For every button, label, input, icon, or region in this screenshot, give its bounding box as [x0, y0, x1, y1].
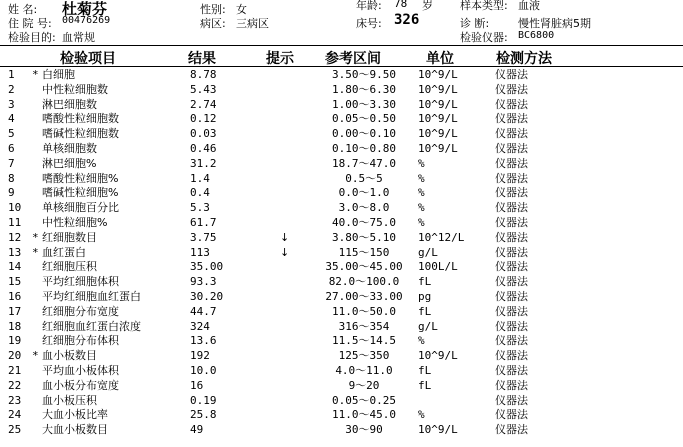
- table-row: [0, 423, 683, 438]
- col-range: 参考区间: [325, 51, 381, 67]
- unit: g/L: [418, 245, 438, 259]
- sex-label: 性别:: [200, 3, 226, 16]
- table-row: [0, 260, 683, 275]
- row-number: 10: [8, 201, 22, 215]
- result-value: 13.6: [190, 334, 217, 348]
- result-value: 0.03: [190, 127, 217, 141]
- header-divider-top: [0, 45, 683, 46]
- item-name: 嗜碱性粒细胞数: [42, 127, 119, 141]
- result-value: 1.4: [190, 171, 210, 185]
- unit: pg: [418, 290, 432, 303]
- table-row: [0, 83, 683, 98]
- diagnosis-value: 慢性肾脏病5期: [518, 17, 591, 30]
- sample-value: 血液: [518, 0, 540, 12]
- result-value: 2.74: [190, 97, 217, 111]
- row-number: 17: [8, 304, 22, 318]
- item-name: 血小板分布宽度: [42, 378, 119, 392]
- result-value: 30.20: [190, 290, 224, 303]
- unit: %: [418, 186, 425, 200]
- table-row: [0, 112, 683, 127]
- reference-range: 0.05～0.50: [332, 112, 396, 126]
- result-value: 44.7: [190, 304, 217, 318]
- reference-range: 4.0～11.0: [335, 364, 393, 377]
- item-name: 嗜酸性粒细胞%: [42, 171, 119, 185]
- row-number: 7: [8, 156, 15, 170]
- reference-range: 9～20: [348, 378, 380, 392]
- age-label: 年龄:: [356, 0, 382, 12]
- reference-range: 35.00～45.00: [325, 260, 403, 274]
- item-name: 大血小板比率: [42, 408, 108, 422]
- row-number: 8: [8, 171, 15, 185]
- result-value: 192: [190, 349, 210, 363]
- item-name: 单核细胞百分比: [42, 201, 119, 215]
- table-row: [0, 305, 683, 320]
- sex-value: 女: [236, 3, 247, 16]
- result-value: 0.46: [190, 142, 217, 155]
- reference-range: 0.0～1.0: [338, 186, 390, 200]
- age-value: 78: [394, 0, 408, 10]
- result-value: 61.7: [190, 216, 217, 229]
- result-value: 10.0: [190, 364, 217, 377]
- reference-range: 0.5～5: [345, 171, 383, 185]
- unit: fL: [418, 275, 432, 289]
- bed-value: 326: [394, 12, 420, 28]
- unit: fL: [418, 378, 432, 392]
- row-number: 3: [8, 97, 15, 111]
- unit: g/L: [418, 319, 438, 333]
- name-label: 姓 名:: [8, 3, 38, 16]
- reference-range: 0.00～0.10: [332, 127, 396, 141]
- hint-arrow-icon: ↓: [280, 230, 290, 244]
- item-name: 血红蛋白: [42, 245, 86, 259]
- unit: %: [418, 334, 425, 348]
- table-row: [0, 275, 683, 290]
- method: 仪器法: [495, 112, 528, 126]
- unit: 10^9/L: [418, 82, 458, 96]
- col-result: 结果: [188, 51, 216, 67]
- reference-range: 3.50～9.50: [332, 68, 396, 81]
- table-row: [0, 334, 683, 349]
- table-row: [0, 172, 683, 187]
- method: 仪器法: [495, 304, 528, 318]
- key-item-marker: *: [32, 68, 39, 81]
- table-row: [0, 186, 683, 201]
- row-number: 19: [8, 334, 22, 348]
- item-name: 红细胞数目: [42, 230, 97, 244]
- result-value: 93.3: [190, 275, 217, 289]
- method: 仪器法: [495, 171, 528, 185]
- unit: %: [418, 201, 425, 215]
- method: 仪器法: [495, 186, 528, 200]
- table-row: [0, 231, 683, 246]
- row-number: 6: [8, 142, 15, 155]
- row-number: 9: [8, 186, 15, 200]
- method: 仪器法: [495, 68, 528, 81]
- method: 仪器法: [495, 349, 528, 363]
- result-value: 0.19: [190, 393, 217, 407]
- row-number: 21: [8, 364, 22, 377]
- item-name: 平均红细胞体积: [42, 275, 119, 289]
- method: 仪器法: [495, 216, 528, 229]
- reference-range: 40.0～75.0: [332, 216, 396, 229]
- item-name: 单核细胞数: [42, 142, 97, 155]
- item-name: 血小板压积: [42, 393, 97, 407]
- row-number: 23: [8, 393, 22, 407]
- row-number: 22: [8, 378, 22, 392]
- method: 仪器法: [495, 290, 528, 303]
- result-value: 5.3: [190, 201, 210, 215]
- reference-range: 316～354: [338, 319, 390, 333]
- row-number: 20: [8, 349, 22, 363]
- key-item-marker: *: [32, 245, 39, 259]
- method: 仪器法: [495, 97, 528, 111]
- method: 仪器法: [495, 319, 528, 333]
- method: 仪器法: [495, 275, 528, 289]
- table-row: [0, 201, 683, 216]
- method: 仪器法: [495, 393, 528, 407]
- result-value: 113: [190, 245, 210, 259]
- row-number: 4: [8, 112, 15, 126]
- col-item: 检验项目: [60, 51, 116, 67]
- item-name: 嗜碱性粒细胞%: [42, 186, 119, 200]
- unit: 10^9/L: [418, 423, 458, 437]
- reference-range: 18.7～47.0: [332, 156, 396, 170]
- reference-range: 11.0～45.0: [332, 408, 396, 422]
- table-row: [0, 216, 683, 231]
- method: 仪器法: [495, 82, 528, 96]
- row-number: 1: [8, 68, 15, 81]
- reference-range: 82.0～100.0: [328, 275, 400, 289]
- item-name: 中性粒细胞数: [42, 82, 108, 96]
- reference-range: 125～350: [338, 349, 390, 363]
- hint-arrow-icon: ↓: [280, 245, 290, 259]
- inpatient-value: 00476269: [62, 15, 111, 26]
- reference-range: 30～90: [345, 423, 383, 437]
- unit: 100L/L: [418, 260, 458, 274]
- reference-range: 115～150: [338, 245, 390, 259]
- method: 仪器法: [495, 423, 528, 437]
- result-value: 0.12: [190, 112, 217, 126]
- table-row: [0, 246, 683, 261]
- result-value: 3.75: [190, 230, 217, 244]
- reference-range: 11.5～14.5: [332, 334, 396, 348]
- table-row: [0, 349, 683, 364]
- table-row: [0, 320, 683, 335]
- method: 仪器法: [495, 408, 528, 422]
- table-row: [0, 98, 683, 113]
- row-number: 15: [8, 275, 22, 289]
- method: 仪器法: [495, 364, 528, 377]
- method: 仪器法: [495, 201, 528, 215]
- table-row: [0, 394, 683, 409]
- ward-label: 病区:: [200, 17, 226, 30]
- row-number: 25: [8, 423, 22, 437]
- item-name: 血小板数目: [42, 349, 97, 363]
- unit: fL: [418, 364, 432, 377]
- reference-range: 0.10～0.80: [332, 142, 396, 155]
- key-item-marker: *: [32, 230, 39, 244]
- reference-range: 27.00～33.00: [325, 290, 403, 303]
- item-name: 红细胞压积: [42, 260, 97, 274]
- table-row: [0, 290, 683, 305]
- unit: 10^12/L: [418, 230, 465, 244]
- table-row: [0, 408, 683, 423]
- reference-range: 1.80～6.30: [332, 82, 396, 96]
- table-row: [0, 379, 683, 394]
- col-hint: 提示: [266, 51, 294, 67]
- row-number: 18: [8, 319, 22, 333]
- instrument-value: BC6800: [518, 30, 555, 41]
- result-value: 25.8: [190, 408, 217, 422]
- row-number: 12: [8, 230, 22, 244]
- unit: fL: [418, 304, 432, 318]
- col-method: 检测方法: [496, 51, 552, 67]
- row-number: 13: [8, 245, 22, 259]
- method: 仪器法: [495, 142, 528, 155]
- unit: 10^9/L: [418, 97, 458, 111]
- unit: 10^9/L: [418, 127, 458, 141]
- item-name: 嗜酸性粒细胞数: [42, 112, 119, 126]
- table-row: [0, 127, 683, 142]
- item-name: 平均血小板体积: [42, 364, 119, 377]
- patient-name: 杜菊芬: [62, 0, 108, 18]
- item-name: 淋巴细胞数: [42, 97, 97, 111]
- method: 仪器法: [495, 245, 528, 259]
- unit: %: [418, 408, 425, 422]
- purpose-value: 血常规: [62, 31, 95, 44]
- method: 仪器法: [495, 127, 528, 141]
- unit: 10^9/L: [418, 68, 458, 81]
- age-unit: 岁: [422, 0, 433, 12]
- item-name: 中性粒细胞%: [42, 216, 108, 229]
- method: 仪器法: [495, 378, 528, 392]
- sample-label: 样本类型:: [460, 0, 508, 12]
- table-row: [0, 364, 683, 379]
- item-name: 红细胞分布体积: [42, 334, 119, 348]
- row-number: 11: [8, 216, 22, 229]
- table-row: [0, 157, 683, 172]
- table-row: [0, 68, 683, 83]
- method: 仪器法: [495, 156, 528, 170]
- item-name: 红细胞血红蛋白浓度: [42, 319, 141, 333]
- reference-range: 1.00～3.30: [332, 97, 396, 111]
- key-item-marker: *: [32, 349, 39, 363]
- result-value: 0.4: [190, 186, 210, 200]
- result-value: 324: [190, 319, 210, 333]
- col-unit: 单位: [426, 51, 454, 67]
- ward-value: 三病区: [236, 17, 269, 30]
- item-name: 淋巴细胞%: [42, 156, 97, 170]
- result-value: 31.2: [190, 156, 217, 170]
- table-row: [0, 142, 683, 157]
- item-name: 大血小板数目: [42, 423, 108, 437]
- unit: %: [418, 216, 425, 229]
- unit: 10^9/L: [418, 112, 458, 126]
- header-divider-bottom: [0, 66, 683, 67]
- result-value: 49: [190, 423, 204, 437]
- item-name: 白细胞: [42, 68, 75, 81]
- result-value: 16: [190, 378, 204, 392]
- method: 仪器法: [495, 230, 528, 244]
- unit: %: [418, 171, 425, 185]
- row-number: 24: [8, 408, 22, 422]
- unit: 10^9/L: [418, 142, 458, 155]
- result-value: 5.43: [190, 82, 217, 96]
- result-value: 35.00: [190, 260, 224, 274]
- item-name: 红细胞分布宽度: [42, 304, 119, 318]
- reference-range: 11.0～50.0: [332, 304, 396, 318]
- instrument-label: 检验仪器:: [460, 31, 508, 44]
- purpose-label: 检验目的:: [8, 31, 56, 44]
- reference-range: 3.80～5.10: [332, 230, 396, 244]
- reference-range: 0.05～0.25: [332, 393, 396, 407]
- bed-label: 床号:: [356, 17, 382, 30]
- row-number: 16: [8, 290, 22, 303]
- method: 仪器法: [495, 334, 528, 348]
- item-name: 平均红细胞血红蛋白: [42, 290, 141, 303]
- method: 仪器法: [495, 260, 528, 274]
- unit: %: [418, 156, 425, 170]
- reference-range: 3.0～8.0: [338, 201, 390, 215]
- inpatient-label: 住 院 号:: [8, 17, 52, 30]
- row-number: 14: [8, 260, 22, 274]
- result-value: 8.78: [190, 68, 217, 81]
- row-number: 5: [8, 127, 15, 141]
- diagnosis-label: 诊 断:: [460, 17, 490, 30]
- unit: 10^9/L: [418, 349, 458, 363]
- row-number: 2: [8, 82, 15, 96]
